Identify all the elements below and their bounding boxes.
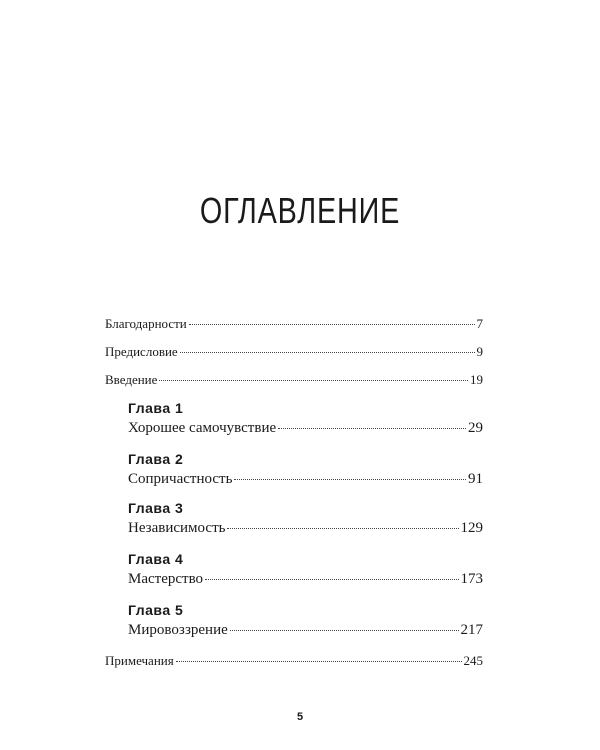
- dot-leader: [227, 528, 458, 529]
- toc-entry-page: 19: [470, 372, 483, 387]
- toc-entry-page: 9: [476, 344, 483, 359]
- toc-entry-introduction[interactable]: [105, 372, 483, 388]
- chapter-2-label: Глава 2: [128, 451, 184, 467]
- toc-entry-chapter-5[interactable]: [128, 622, 483, 639]
- dot-leader: [159, 380, 468, 381]
- toc-entry-chapter-3[interactable]: [128, 520, 483, 537]
- toc-entry-page: 129: [460, 520, 483, 536]
- dot-leader: [189, 324, 475, 325]
- toc-entry-page: 173: [460, 571, 483, 587]
- toc-entry-acknowledgements[interactable]: [105, 316, 483, 332]
- dot-leader: [176, 661, 462, 662]
- toc-entry-page: 217: [460, 622, 483, 638]
- dot-leader: [234, 479, 466, 480]
- toc-entry-chapter-1[interactable]: [128, 420, 483, 437]
- toc-entry-page: 29: [468, 420, 483, 436]
- toc-entry-chapter-2[interactable]: [128, 471, 483, 488]
- dot-leader: [230, 630, 459, 631]
- toc-entry-label: Хорошее самочувствие: [128, 420, 277, 436]
- toc-entry-page: 7: [476, 316, 483, 331]
- page-title: ОГЛАВЛЕНИЕ: [199, 190, 401, 231]
- toc-entry-label: Благодарности: [105, 316, 187, 331]
- chapter-4-label: Глава 4: [128, 551, 184, 567]
- toc-entry-notes[interactable]: [105, 653, 483, 669]
- chapter-5-label: Глава 5: [128, 602, 184, 618]
- toc-entry-preface[interactable]: [105, 344, 483, 360]
- toc-entry-chapter-4[interactable]: [128, 571, 483, 588]
- toc-entry-label: Сопричастность: [128, 471, 233, 487]
- toc-entry-page: 91: [468, 471, 483, 487]
- dot-leader: [205, 579, 458, 580]
- toc-entry-label: Мастерство: [128, 571, 204, 587]
- toc-entry-label: Введение: [105, 372, 158, 387]
- chapter-1-label: Глава 1: [128, 400, 184, 416]
- toc-entry-label: Независимость: [128, 520, 226, 536]
- dot-leader: [180, 352, 475, 353]
- toc-entry-page: 245: [463, 653, 483, 668]
- toc-entry-label: Мировоззрение: [128, 622, 228, 638]
- chapter-3-label: Глава 3: [128, 500, 184, 516]
- toc-entry-label: Примечания: [105, 653, 174, 668]
- page-number: 5: [296, 711, 304, 723]
- toc-entry-label: Предисловие: [105, 344, 178, 359]
- dot-leader: [278, 428, 466, 429]
